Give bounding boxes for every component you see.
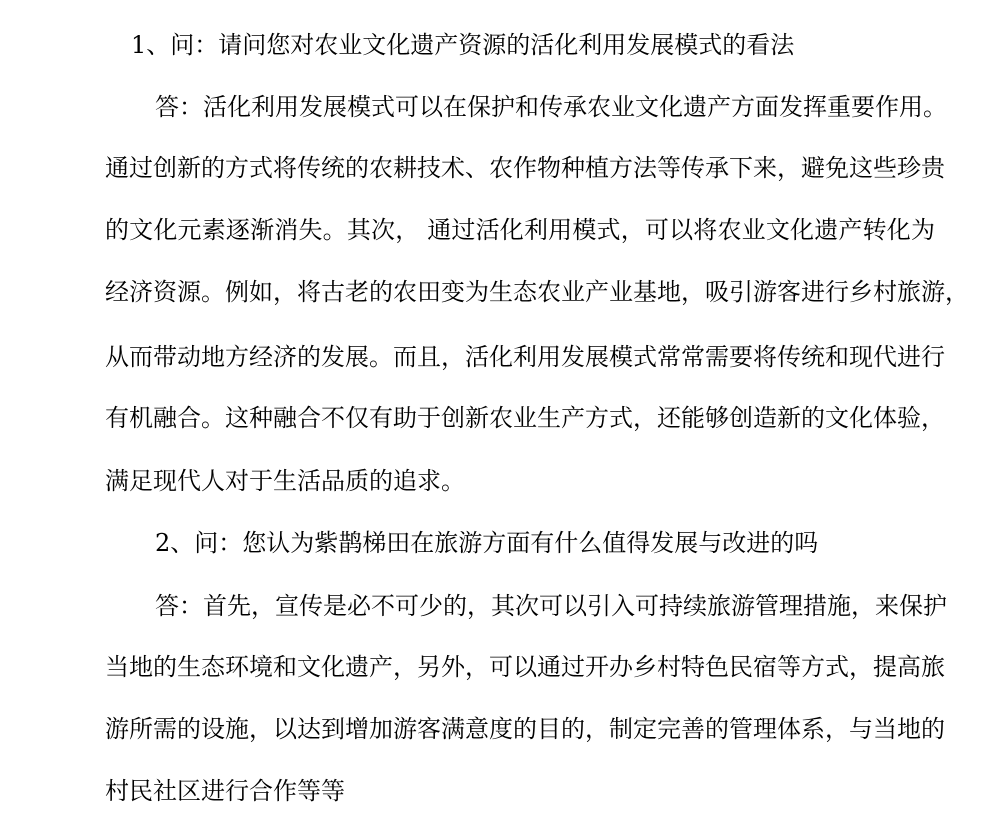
answer-1-line-2: 通过创新的方式将传统的农耕技术、农作物种植方法等传承下来，避免这些珍贵 (105, 154, 945, 182)
answer-1-line-7: 满足现代人对于生活品质的追求。 (105, 467, 465, 495)
answer-2-line-4: 村民社区进行合作等等 (105, 777, 345, 805)
answer-1-line-5: 从而带动地方经济的发展。而且，活化利用发展模式常常需要将传统和现代进行 (105, 343, 945, 371)
answer-1-line-1: 答：活化利用发展模式可以在保护和传承农业文化遗产方面发挥重要作用。 (155, 93, 947, 121)
question-1: 1、问：请问您对农业文化遗产资源的活化利用发展模式的看法 (131, 31, 795, 59)
answer-1-line-4: 经济资源。例如，将古老的农田变为生态农业产业基地，吸引游客进行乡村旅游， (105, 278, 969, 306)
answer-2-line-3: 游所需的设施，以达到增加游客满意度的目的，制定完善的管理体系，与当地的 (105, 715, 945, 743)
answer-1-line-3: 的文化元素逐渐消失。其次， 通过活化利用模式，可以将农业文化遗产转化为 (105, 216, 935, 244)
answer-1-line-6: 有机融合。这种融合不仅有助于创新农业生产方式，还能够创造新的文化体验， (105, 404, 945, 432)
question-2: 2、问：您认为紫鹊梯田在旅游方面有什么值得发展与改进的吗 (155, 529, 819, 557)
answer-2-line-1: 答：首先，宣传是必不可少的，其次可以引入可持续旅游管理措施，来保护 (155, 592, 947, 620)
answer-2-line-2: 当地的生态环境和文化遗产，另外，可以通过开办乡村特色民宿等方式，提高旅 (105, 653, 945, 681)
